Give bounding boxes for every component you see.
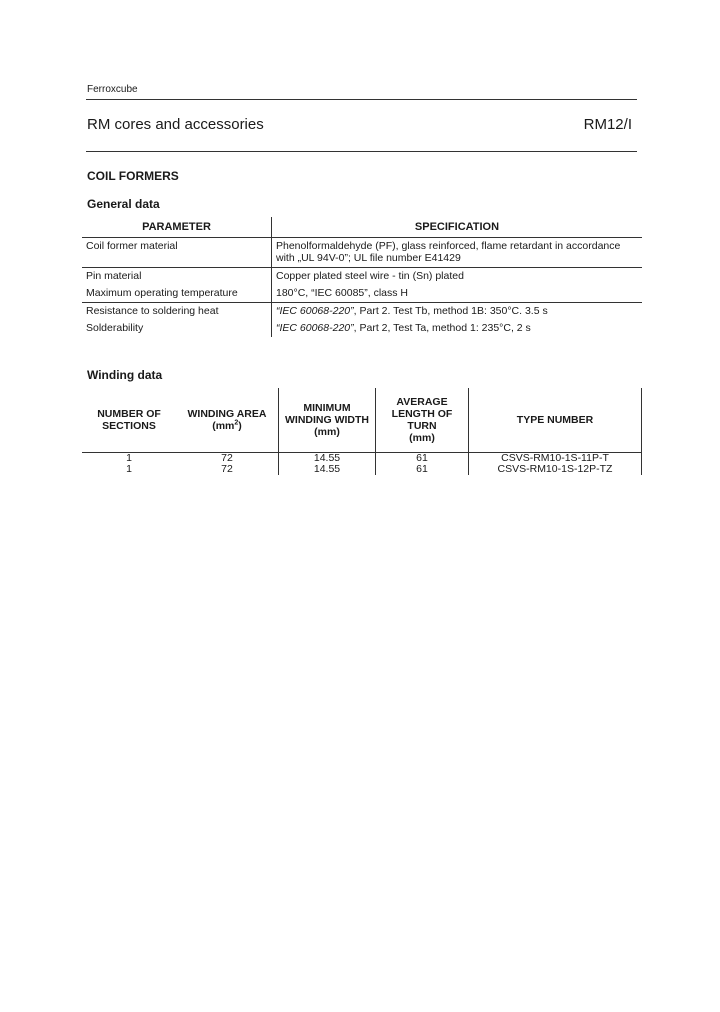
header-line: $(mm^2)$ <box>212 419 242 432</box>
standard-ref: “IEC 60068-220” <box>276 305 354 317</box>
type-number-cell: CSVS-RM10-1S-12P-TZ <box>469 464 642 475</box>
general-data-heading: General data <box>87 197 160 211</box>
spec-cell: 180°C, “IEC 60085”, class H <box>272 285 643 303</box>
header-line: NUMBER OF <box>97 408 161 420</box>
spec-text: , Part 2, Test Ta, method 1: 235°C, 2 s <box>353 322 531 334</box>
width-cell: 14.55 <box>279 453 376 465</box>
spec-cell <box>272 238 643 268</box>
header-line: LENGTH OF <box>391 408 453 420</box>
product-code: RM12/I <box>583 116 632 133</box>
table-row <box>82 285 642 303</box>
header-line: TURN <box>407 420 437 432</box>
width-cell: 14.55 <box>279 464 376 475</box>
col-avg-length-of-turn <box>376 388 469 453</box>
header-line: MINIMUM <box>303 402 351 414</box>
section-title: COIL FORMERS <box>87 169 179 183</box>
spec-line: Phenolformaldehyde (PF), glass reinforced, flame retardant in accordance <box>276 240 621 252</box>
param-cell: Maximum operating temperature <box>82 285 272 303</box>
col-type-number: TYPE NUMBER <box>469 388 642 453</box>
spec-line: with „UL 94V-0”; UL file number E41429 <box>276 252 461 264</box>
header-line: SECTIONS <box>102 420 156 432</box>
table-row <box>82 268 642 286</box>
area-cell: 72 <box>176 464 279 475</box>
param-cell: Pin material <box>82 268 272 286</box>
header-rule <box>86 99 637 100</box>
type-number-cell: CSVS-RM10-1S-11P-T <box>469 453 642 465</box>
sections-cell: 1 <box>126 463 132 475</box>
table-row <box>82 238 642 268</box>
spec-cell <box>272 303 643 321</box>
header-line: WINDING WIDTH <box>285 414 369 426</box>
area-cell: 72 <box>176 453 279 465</box>
header-line: (mm) <box>409 432 435 444</box>
header-line: AVERAGE <box>396 396 448 408</box>
header-line: WINDING AREA <box>187 408 267 420</box>
length-cell: 61 <box>376 464 469 475</box>
standard-ref: “IEC 60068-220” <box>276 322 354 334</box>
param-cell: Solderability <box>82 320 272 337</box>
col-parameter: PARAMETER <box>82 217 272 238</box>
param-cell: Resistance to soldering heat <box>82 303 272 321</box>
header-line: (mm) <box>314 426 340 438</box>
col-min-winding-width <box>279 388 376 453</box>
param-cell: Coil former material <box>82 238 272 268</box>
col-winding-area <box>176 388 279 453</box>
col-specification: SPECIFICATION <box>272 217 643 238</box>
company-name: Ferroxcube <box>87 84 138 95</box>
table-row <box>82 464 642 475</box>
spec-text: , Part 2. Test Tb, method 1B: 350°C. 3.5 s <box>353 305 548 317</box>
winding-data-table <box>82 388 642 475</box>
length-cell: 61 <box>376 453 469 465</box>
col-sections <box>82 388 176 453</box>
winding-data-heading: Winding data <box>87 368 163 382</box>
title-rule <box>86 151 637 152</box>
sections-cell: 1 <box>126 452 132 464</box>
general-data-table <box>82 217 642 337</box>
spec-cell: Copper plated steel wire - tin (Sn) plated <box>276 270 464 282</box>
document-title: RM cores and accessories <box>87 116 264 133</box>
spec-cell <box>272 320 643 337</box>
table-row <box>82 320 642 337</box>
table-row <box>82 303 642 321</box>
